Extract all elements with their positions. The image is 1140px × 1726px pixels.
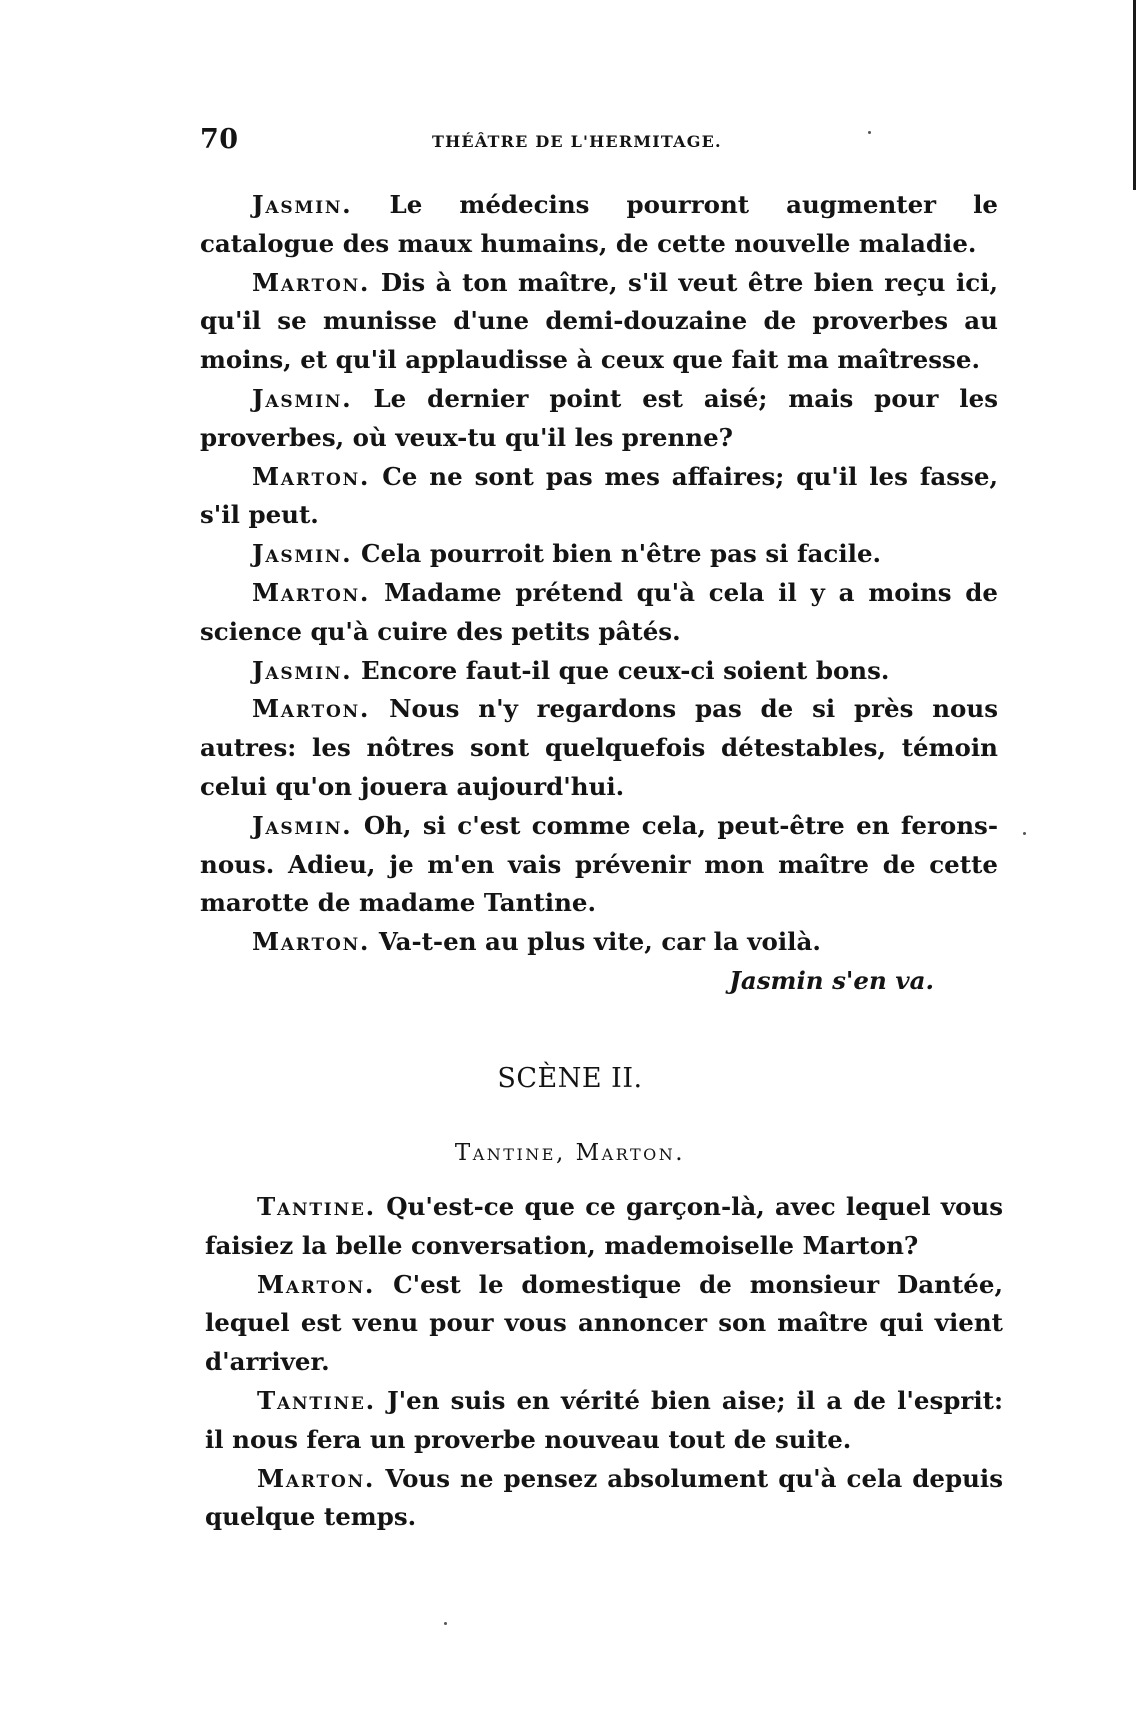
speech-text: Madame prétend qu'à cela il y a moins de science qu'à cuire des petits pâtés. [200,577,998,646]
speech-paragraph [205,1266,1003,1382]
speech-paragraph [200,458,998,536]
speech-paragraph [200,923,998,962]
speaker-name: Marton. [252,927,371,957]
speech-paragraph [205,1460,1003,1538]
speaker-name: Jasmin. [252,383,353,413]
speaker-name: Jasmin. [252,810,353,840]
speech-paragraph [200,535,998,574]
scene-characters: Tantine, Marton. [454,1140,686,1166]
speaker-name: Marton. [252,577,371,607]
speech-text: Cela pourroit bien n'être pas si facile. [361,539,882,569]
speech-text: Le dernier point est aisé; mais pour les proverbes, où veux-tu qu'il les prenne? [200,383,998,452]
speech-text: Vous ne pensez absolument qu'à cela depuis quelque temps. [205,1463,1004,1532]
speaker-name: Marton. [257,1269,376,1299]
page-edge-line [1133,0,1136,190]
speech-text: Oh, si c'est comme cela, peut-être en ferons-nous. Adieu, je m'en vais prévenir mon maître de cette marotte de madame Tantine. [200,810,998,918]
speech-text: Ce ne sont pas mes affaires; qu'il les fasse, s'il peut. [200,461,998,530]
speaker-name: Marton. [257,1463,376,1493]
speech-paragraph [200,186,998,264]
speech-paragraph [200,380,998,458]
print-speck [444,1622,447,1625]
speech-paragraph [200,574,998,652]
speech-text: Qu'est-ce que ce garçon-là, avec lequel vous faisiez la belle conversation, mademoiselle Marton? [205,1192,1004,1260]
speech-paragraph [200,807,998,923]
speaker-name: Marton. [252,461,371,491]
dialogue-block [200,186,998,1001]
print-speck [868,131,871,134]
speech-text: J'en suis en vérité bien aise; il a de l'esprit: il nous fera un proverbe nouveau tout de suite. [205,1385,1003,1454]
page-number: 70 [200,124,239,155]
speech-paragraph [205,1188,1003,1266]
speech-paragraph [200,264,998,380]
speech-text: Nous n'y regardons pas de si près nous autres: les nôtres sont quelquefois détestables, témoin celui qu'on jouera aujourd'hui. [200,694,999,801]
speaker-name: Marton. [252,267,371,297]
speech-text: C'est le domestique de monsieur Dantée, lequel est venu pour vous annoncer son maître qui vient d'arriver. [205,1269,1003,1377]
speech-text: Dis à ton maître, s'il veut être bien reçu ici, qu'il se munisse d'une demi-douzaine de proverbes au moins, et qu'il applaudisse à ceux que fait ma maîtresse. [200,267,999,375]
page-header [200,124,840,160]
speech-paragraph [205,1382,1003,1460]
speech-text: Encore faut-il que ceux-ci soient bons. [361,655,890,685]
speech-paragraph [200,652,998,691]
scene-dialogue-block [205,1188,1003,1537]
stage-direction: Jasmin s'en va. [729,965,934,995]
speaker-name: Tantine. [257,1385,376,1415]
speech-text: Va-t-en au plus vite, car la voilà. [378,927,821,957]
speaker-name: Jasmin. [252,190,353,219]
speaker-name: Jasmin. [252,655,353,685]
speaker-name: Jasmin. [252,539,353,569]
scene-title: SCÈNE II. [497,1063,643,1094]
speaker-name: Marton. [252,694,371,724]
speech-paragraph [200,690,998,806]
print-speck [1023,832,1026,835]
speaker-name: Tantine. [257,1192,376,1221]
speech-text: Le médecins pourront augmenter le catalogue des maux humains, de cette nouvelle maladie. [200,190,998,258]
running-head: THÉÂTRE DE L'HERMITAGE. [432,132,722,151]
